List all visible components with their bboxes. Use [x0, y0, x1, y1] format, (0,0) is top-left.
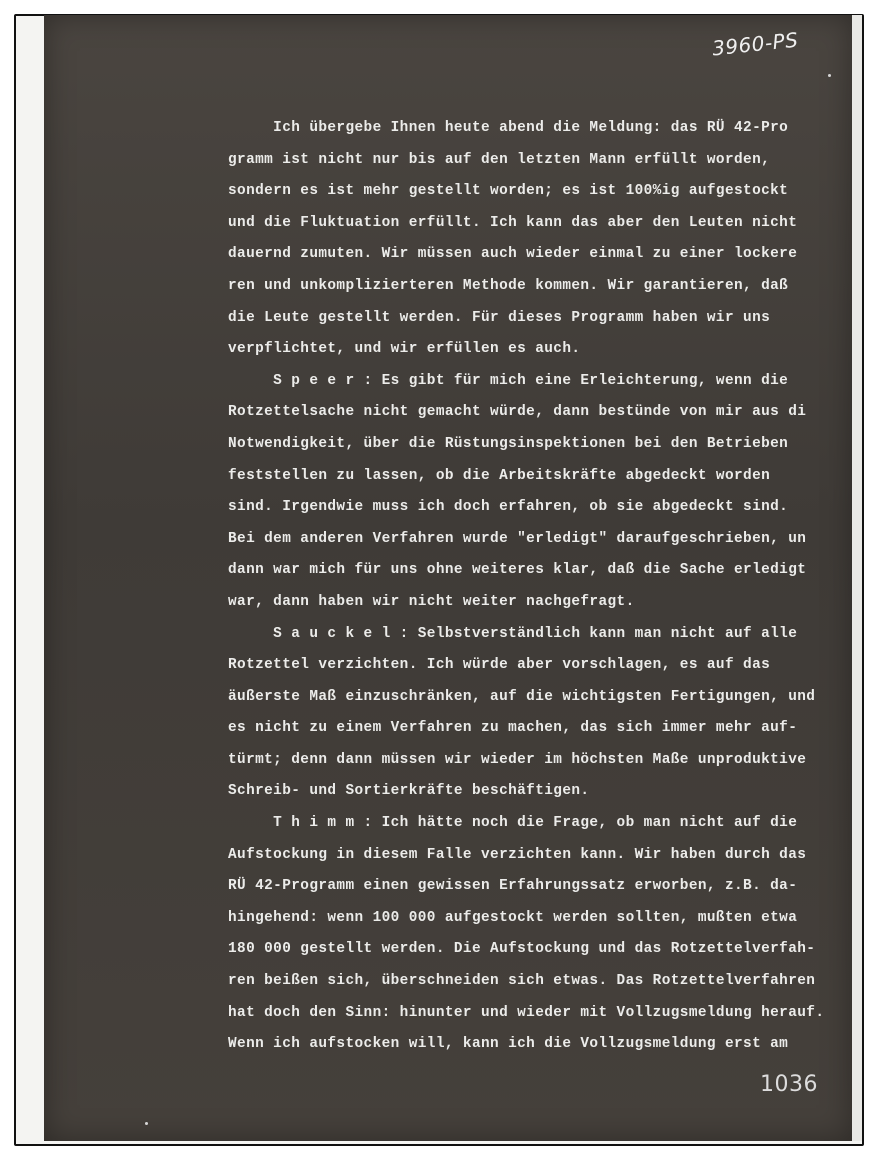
text-line: Notwendigkeit, über die Rüstungsinspektionen bei den Betrieben	[228, 435, 789, 452]
text-line: türmt; denn dann müssen wir wieder im höchsten Maße unproduktive	[228, 751, 807, 768]
dust-speck	[145, 1122, 148, 1125]
text-line: T h i m m : Ich hätte noch die Frage, ob man nicht auf die	[228, 815, 798, 832]
text-line: hat doch den Sinn: hinunter und wieder mit Vollzugsmeldung herauf.	[228, 1004, 825, 1021]
text-line: die Leute gestellt werden. Für dieses Programm haben wir uns	[228, 309, 771, 326]
text-line: gramm ist nicht nur bis auf den letzten Mann erfüllt worden,	[228, 151, 771, 168]
text-line: verpflichtet, und wir erfüllen es auch.	[228, 341, 581, 358]
text-line: 180 000 gestellt werden. Die Aufstockung und das Rotzettelverfah-	[228, 941, 816, 958]
text-line: es nicht zu einem Verfahren zu machen, das sich immer mehr auf-	[228, 720, 798, 737]
text-line: sondern es ist mehr gestellt worden; es ist 100%ig aufgestockt	[228, 183, 789, 200]
text-line: S p e e r : Es gibt für mich eine Erleichterung, wenn die	[228, 372, 789, 389]
text-line: hingehend: wenn 100 000 aufgestockt werden sollten, mußten etwa	[228, 909, 798, 926]
text-line: Bei dem anderen Verfahren wurde "erledigt" daraufgeschrieben, un	[228, 530, 807, 547]
archive-number: 3960-PS	[710, 27, 800, 61]
text-line: Schreib- und Sortierkräfte beschäftigen.	[228, 783, 590, 800]
text-line: S a u c k e l : Selbstverständlich kann man nicht auf alle	[228, 625, 798, 642]
dust-speck	[828, 74, 831, 77]
text-line: Rotzettelsache nicht gemacht würde, dann bestünde von mir aus di	[228, 404, 807, 421]
text-line: Rotzettel verzichten. Ich würde aber vorschlagen, es auf das	[228, 657, 771, 674]
text-line: Aufstockung in diesem Falle verzichten kann. Wir haben durch das	[228, 846, 807, 863]
text-line: dann war mich für uns ohne weiteres klar, daß die Sache erledigt	[228, 562, 807, 579]
text-line: RÜ 42-Programm einen gewissen Erfahrungssatz erworben, z.B. da-	[228, 878, 798, 895]
text-line: äußerste Maß einzuschränken, auf die wichtigsten Fertigungen, und	[228, 688, 816, 705]
typed-text-body	[228, 113, 858, 1061]
text-line: war, dann haben wir nicht weiter nachgefragt.	[228, 593, 635, 610]
text-line: und die Fluktuation erfüllt. Ich kann das aber den Leuten nicht	[228, 214, 798, 231]
page-number: 1036	[760, 1072, 818, 1097]
text-line: ren und unkomplizierteren Methode kommen. Wir garantieren, daß	[228, 277, 789, 294]
text-line: sind. Irgendwie muss ich doch erfahren, ob sie abgedeckt sind.	[228, 499, 789, 516]
text-line: Wenn ich aufstocken will, kann ich die Vollzugsmeldung erst am	[228, 1036, 789, 1053]
text-line: dauernd zumuten. Wir müssen auch wieder einmal zu einer lockere	[228, 246, 798, 263]
text-line: Ich übergebe Ihnen heute abend die Meldung: das RÜ 42-Pro	[228, 120, 789, 136]
text-line: feststellen zu lassen, ob die Arbeitskräfte abgedeckt worden	[228, 467, 771, 484]
text-line: ren beißen sich, überschneiden sich etwas. Das Rotzettelverfahren	[228, 973, 816, 990]
